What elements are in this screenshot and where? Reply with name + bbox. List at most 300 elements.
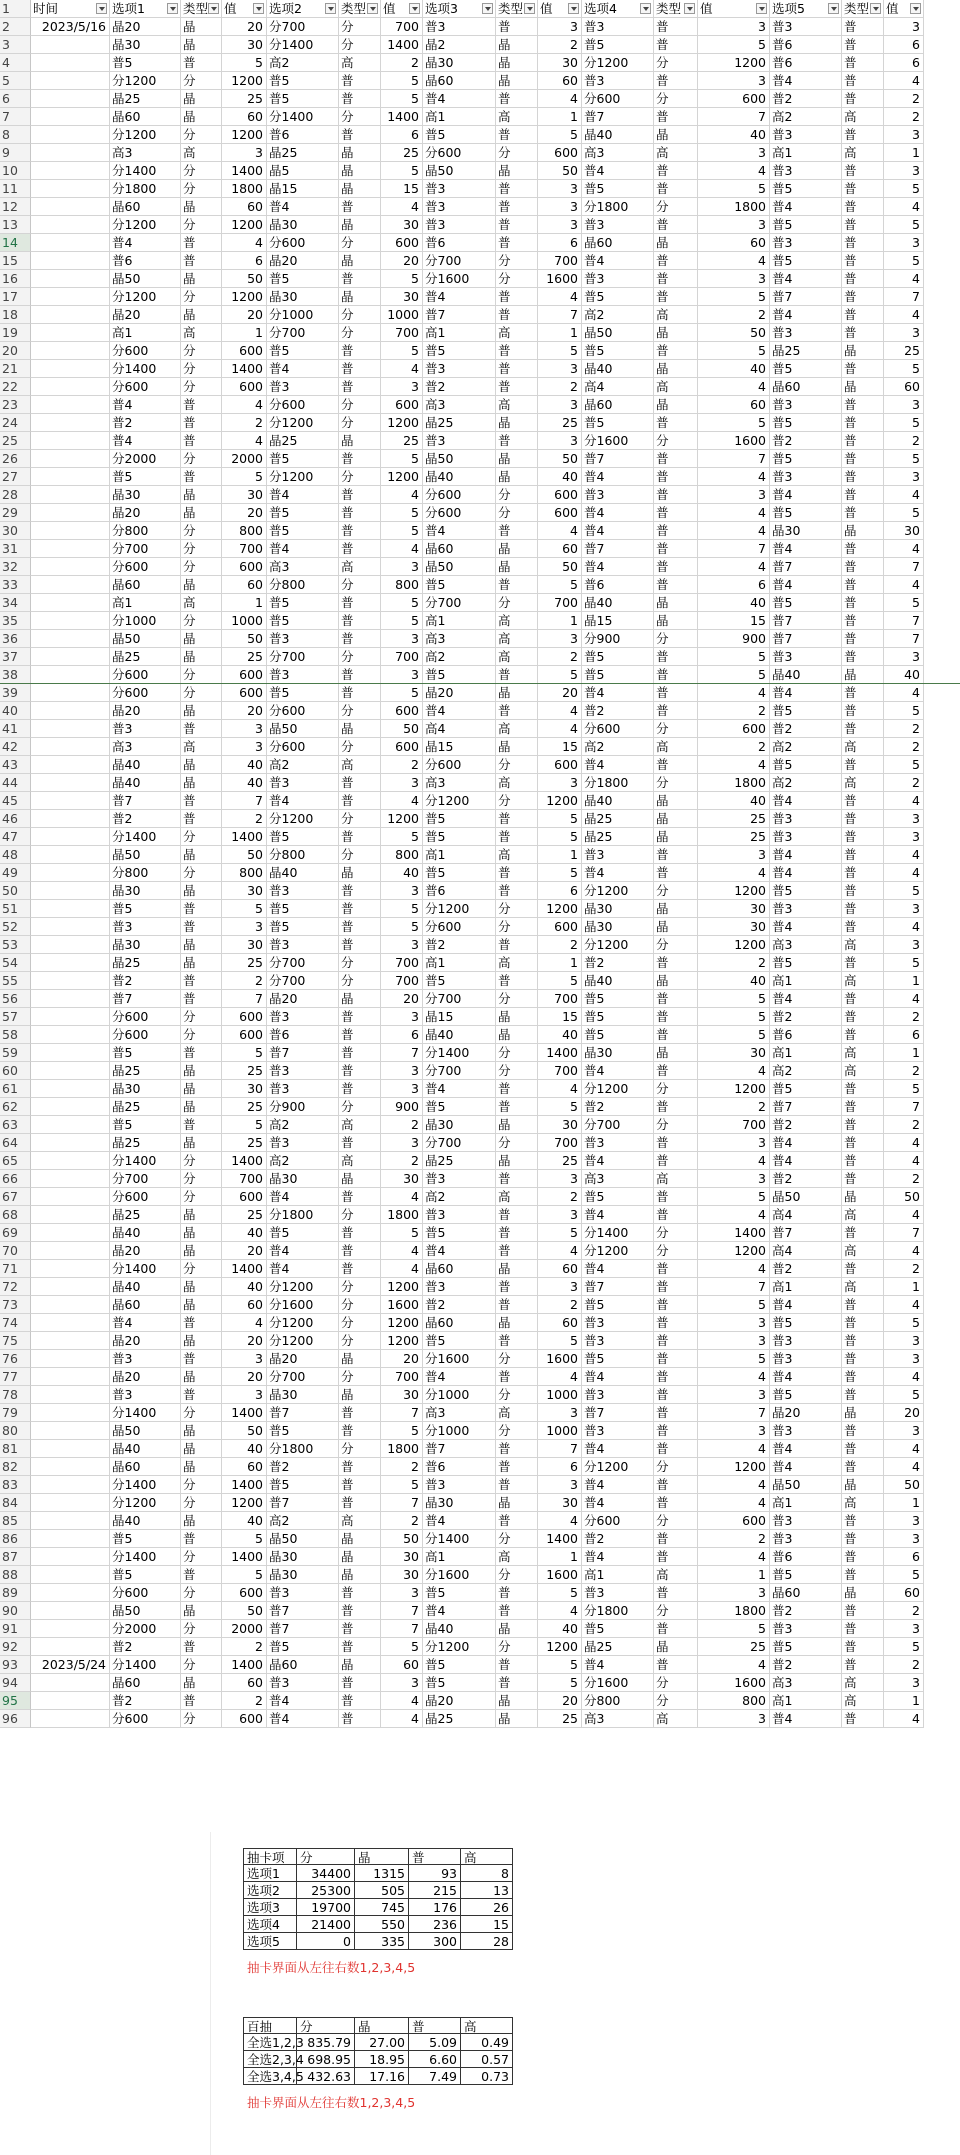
summary-value-cell[interactable]: 17.16	[355, 2068, 409, 2085]
option-cell[interactable]: 晶	[339, 1350, 381, 1368]
option-cell[interactable]: 普5	[770, 1080, 842, 1098]
option-cell[interactable]: 晶	[654, 612, 698, 630]
option-cell[interactable]: 晶	[339, 1548, 381, 1566]
option-cell[interactable]: 晶	[496, 1026, 538, 1044]
value-cell[interactable]: 50	[222, 630, 267, 648]
row-number[interactable]: 33	[0, 576, 31, 594]
filter-dropdown-icon[interactable]	[640, 3, 651, 14]
option-cell[interactable]: 分	[496, 252, 538, 270]
option-cell[interactable]: 分1400	[110, 1476, 181, 1494]
value-cell[interactable]: 2	[884, 738, 924, 756]
row-number[interactable]: 41	[0, 720, 31, 738]
option-cell[interactable]: 普	[496, 936, 538, 954]
option-cell[interactable]: 高	[654, 144, 698, 162]
option-cell[interactable]: 分	[181, 1494, 222, 1512]
value-cell[interactable]: 800	[381, 846, 423, 864]
date-cell[interactable]	[31, 360, 110, 378]
option-cell[interactable]: 晶25	[110, 1098, 181, 1116]
value-cell[interactable]: 3	[538, 432, 582, 450]
value-cell[interactable]: 1200	[538, 900, 582, 918]
value-cell[interactable]: 60	[222, 198, 267, 216]
option-cell[interactable]: 分1800	[267, 1440, 339, 1458]
option-cell[interactable]: 晶30	[110, 1080, 181, 1098]
option-cell[interactable]: 普7	[770, 612, 842, 630]
date-cell[interactable]	[31, 1674, 110, 1692]
option-cell[interactable]: 分	[654, 1692, 698, 1710]
option-cell[interactable]: 高	[339, 1152, 381, 1170]
column-header[interactable]: 值	[381, 0, 423, 18]
option-cell[interactable]: 晶	[496, 468, 538, 486]
value-cell[interactable]: 7	[381, 1602, 423, 1620]
option-cell[interactable]: 普3	[423, 1476, 496, 1494]
option-cell[interactable]: 普5	[582, 1620, 654, 1638]
value-cell[interactable]: 40	[222, 1512, 267, 1530]
value-cell[interactable]: 25	[538, 1152, 582, 1170]
option-cell[interactable]: 普	[496, 198, 538, 216]
row-number[interactable]: 11	[0, 180, 31, 198]
option-cell[interactable]: 晶2	[423, 36, 496, 54]
option-cell[interactable]: 普4	[770, 1368, 842, 1386]
value-cell[interactable]: 3	[698, 18, 770, 36]
value-cell[interactable]: 4	[884, 486, 924, 504]
option-cell[interactable]: 晶	[496, 36, 538, 54]
value-cell[interactable]: 20	[222, 1242, 267, 1260]
option-cell[interactable]: 高2	[267, 1512, 339, 1530]
date-cell[interactable]	[31, 792, 110, 810]
option-cell[interactable]: 分	[496, 270, 538, 288]
option-cell[interactable]: 分	[181, 378, 222, 396]
value-cell[interactable]: 40	[381, 864, 423, 882]
value-cell[interactable]: 1200	[698, 1458, 770, 1476]
option-cell[interactable]: 普	[339, 72, 381, 90]
row-number[interactable]: 59	[0, 1044, 31, 1062]
value-cell[interactable]: 900	[698, 630, 770, 648]
option-cell[interactable]: 分2000	[110, 1620, 181, 1638]
option-cell[interactable]: 普5	[110, 900, 181, 918]
date-cell[interactable]	[31, 1116, 110, 1134]
option-cell[interactable]: 晶	[339, 432, 381, 450]
option-cell[interactable]: 高	[842, 1692, 884, 1710]
option-cell[interactable]: 普	[654, 576, 698, 594]
value-cell[interactable]: 5	[222, 1044, 267, 1062]
option-cell[interactable]: 晶60	[582, 234, 654, 252]
option-cell[interactable]: 普	[654, 648, 698, 666]
option-cell[interactable]: 普2	[770, 1260, 842, 1278]
option-cell[interactable]: 晶	[842, 522, 884, 540]
option-cell[interactable]: 普4	[770, 72, 842, 90]
option-cell[interactable]: 普	[339, 1242, 381, 1260]
date-cell[interactable]	[31, 1368, 110, 1386]
date-cell[interactable]	[31, 810, 110, 828]
date-cell[interactable]	[31, 1314, 110, 1332]
option-cell[interactable]: 普	[842, 198, 884, 216]
value-cell[interactable]: 25	[222, 1098, 267, 1116]
option-cell[interactable]: 普4	[582, 1494, 654, 1512]
option-cell[interactable]: 晶	[496, 738, 538, 756]
option-cell[interactable]: 普3	[770, 324, 842, 342]
option-cell[interactable]: 分1400	[110, 360, 181, 378]
option-cell[interactable]: 高	[339, 1116, 381, 1134]
option-cell[interactable]: 普	[654, 1008, 698, 1026]
value-cell[interactable]: 600	[381, 234, 423, 252]
value-cell[interactable]: 5	[538, 1656, 582, 1674]
option-cell[interactable]: 晶40	[770, 666, 842, 684]
column-header[interactable]: 选项2	[267, 0, 339, 18]
value-cell[interactable]: 1800	[381, 1440, 423, 1458]
option-cell[interactable]: 普	[339, 612, 381, 630]
option-cell[interactable]: 晶30	[267, 1386, 339, 1404]
value-cell[interactable]: 700	[381, 972, 423, 990]
option-cell[interactable]: 普5	[423, 126, 496, 144]
option-cell[interactable]: 晶	[339, 1656, 381, 1674]
option-cell[interactable]: 高	[496, 630, 538, 648]
row-number[interactable]: 81	[0, 1440, 31, 1458]
value-cell[interactable]: 4	[698, 1440, 770, 1458]
value-cell[interactable]: 4	[884, 576, 924, 594]
option-cell[interactable]: 普	[654, 1152, 698, 1170]
value-cell[interactable]: 1	[538, 108, 582, 126]
option-cell[interactable]: 晶50	[423, 450, 496, 468]
row-number[interactable]: 24	[0, 414, 31, 432]
option-cell[interactable]: 分	[496, 1422, 538, 1440]
option-cell[interactable]: 普5	[582, 414, 654, 432]
value-cell[interactable]: 5	[698, 1188, 770, 1206]
row-number[interactable]: 77	[0, 1368, 31, 1386]
option-cell[interactable]: 普	[842, 360, 884, 378]
option-cell[interactable]: 晶	[496, 558, 538, 576]
option-cell[interactable]: 普	[842, 414, 884, 432]
option-cell[interactable]: 普	[181, 1116, 222, 1134]
value-cell[interactable]: 4	[698, 1260, 770, 1278]
option-cell[interactable]: 普6	[423, 234, 496, 252]
option-cell[interactable]: 普5	[267, 522, 339, 540]
date-cell[interactable]	[31, 900, 110, 918]
option-cell[interactable]: 晶20	[110, 18, 181, 36]
option-cell[interactable]: 高	[496, 612, 538, 630]
option-cell[interactable]: 高	[496, 396, 538, 414]
option-cell[interactable]: 普	[842, 54, 884, 72]
value-cell[interactable]: 60	[222, 1296, 267, 1314]
option-cell[interactable]: 分1200	[423, 900, 496, 918]
option-cell[interactable]: 晶30	[110, 882, 181, 900]
date-cell[interactable]	[31, 612, 110, 630]
option-cell[interactable]: 分	[181, 342, 222, 360]
option-cell[interactable]: 普4	[770, 486, 842, 504]
option-cell[interactable]: 分	[181, 1260, 222, 1278]
value-cell[interactable]: 3	[884, 1620, 924, 1638]
option-cell[interactable]: 普3	[110, 1386, 181, 1404]
value-cell[interactable]: 50	[884, 1188, 924, 1206]
row-number[interactable]: 89	[0, 1584, 31, 1602]
option-cell[interactable]: 晶15	[423, 738, 496, 756]
date-cell[interactable]	[31, 252, 110, 270]
option-cell[interactable]: 普4	[582, 1440, 654, 1458]
value-cell[interactable]: 3	[884, 324, 924, 342]
option-cell[interactable]: 分	[339, 18, 381, 36]
option-cell[interactable]: 普5	[770, 450, 842, 468]
option-cell[interactable]: 普	[654, 1278, 698, 1296]
value-cell[interactable]: 7	[381, 1494, 423, 1512]
option-cell[interactable]: 晶30	[582, 1044, 654, 1062]
row-number[interactable]: 4	[0, 54, 31, 72]
option-cell[interactable]: 普4	[770, 540, 842, 558]
option-cell[interactable]: 普5	[770, 1386, 842, 1404]
option-cell[interactable]: 普3	[110, 720, 181, 738]
value-cell[interactable]: 1200	[698, 882, 770, 900]
value-cell[interactable]: 5	[698, 1296, 770, 1314]
option-cell[interactable]: 高	[842, 108, 884, 126]
option-cell[interactable]: 普	[654, 1098, 698, 1116]
value-cell[interactable]: 4	[698, 1368, 770, 1386]
date-cell[interactable]	[31, 432, 110, 450]
option-cell[interactable]: 分600	[110, 558, 181, 576]
option-cell[interactable]: 晶40	[267, 864, 339, 882]
option-cell[interactable]: 普	[339, 1692, 381, 1710]
value-cell[interactable]: 3	[538, 1170, 582, 1188]
option-cell[interactable]: 高3	[110, 738, 181, 756]
value-cell[interactable]: 1600	[698, 432, 770, 450]
option-cell[interactable]: 普	[496, 828, 538, 846]
option-cell[interactable]: 分	[339, 1296, 381, 1314]
option-cell[interactable]: 普4	[770, 306, 842, 324]
option-cell[interactable]: 普2	[582, 702, 654, 720]
option-cell[interactable]: 普6	[770, 1026, 842, 1044]
value-cell[interactable]: 6	[538, 882, 582, 900]
summary-value-cell[interactable]: 698.95	[297, 2051, 355, 2068]
option-cell[interactable]: 高	[842, 1494, 884, 1512]
row-number[interactable]: 72	[0, 1278, 31, 1296]
option-cell[interactable]: 分	[339, 468, 381, 486]
option-cell[interactable]: 普4	[582, 1656, 654, 1674]
option-cell[interactable]: 普4	[770, 1134, 842, 1152]
value-cell[interactable]: 1	[538, 846, 582, 864]
option-cell[interactable]: 晶40	[582, 972, 654, 990]
option-cell[interactable]: 分600	[110, 378, 181, 396]
value-cell[interactable]: 3	[381, 936, 423, 954]
value-cell[interactable]: 1400	[222, 1404, 267, 1422]
value-cell[interactable]: 600	[698, 720, 770, 738]
value-cell[interactable]: 4	[698, 1206, 770, 1224]
value-cell[interactable]: 3	[884, 1350, 924, 1368]
option-cell[interactable]: 高	[496, 648, 538, 666]
value-cell[interactable]: 2	[698, 306, 770, 324]
option-cell[interactable]: 普	[842, 1116, 884, 1134]
option-cell[interactable]: 晶	[654, 594, 698, 612]
date-cell[interactable]	[31, 378, 110, 396]
value-cell[interactable]: 5	[381, 828, 423, 846]
option-cell[interactable]: 普3	[770, 648, 842, 666]
value-cell[interactable]: 600	[538, 504, 582, 522]
option-cell[interactable]: 普	[496, 1656, 538, 1674]
option-cell[interactable]: 普7	[267, 1044, 339, 1062]
row-number[interactable]: 27	[0, 468, 31, 486]
option-cell[interactable]: 分700	[267, 1368, 339, 1386]
option-cell[interactable]: 分800	[110, 864, 181, 882]
value-cell[interactable]: 1200	[538, 792, 582, 810]
option-cell[interactable]: 高3	[582, 1710, 654, 1728]
option-cell[interactable]: 普4	[267, 198, 339, 216]
option-cell[interactable]: 高	[496, 954, 538, 972]
option-cell[interactable]: 普3	[267, 1080, 339, 1098]
option-cell[interactable]: 分600	[267, 234, 339, 252]
value-cell[interactable]: 2	[381, 1512, 423, 1530]
summary-value-cell[interactable]: 7.49	[409, 2068, 461, 2085]
option-cell[interactable]: 晶25	[770, 342, 842, 360]
option-cell[interactable]: 晶	[339, 1170, 381, 1188]
value-cell[interactable]: 25	[222, 90, 267, 108]
option-cell[interactable]: 分1600	[582, 1674, 654, 1692]
value-cell[interactable]: 600	[222, 558, 267, 576]
option-cell[interactable]: 普	[496, 576, 538, 594]
value-cell[interactable]: 600	[222, 1584, 267, 1602]
option-cell[interactable]: 普	[842, 702, 884, 720]
option-cell[interactable]: 分1200	[110, 72, 181, 90]
value-cell[interactable]: 700	[222, 1170, 267, 1188]
option-cell[interactable]: 普5	[582, 1188, 654, 1206]
option-cell[interactable]: 普	[842, 1224, 884, 1242]
date-cell[interactable]	[31, 774, 110, 792]
option-cell[interactable]: 分1200	[267, 1314, 339, 1332]
option-cell[interactable]: 普	[842, 1512, 884, 1530]
value-cell[interactable]: 2	[698, 1098, 770, 1116]
date-cell[interactable]	[31, 864, 110, 882]
option-cell[interactable]: 普5	[582, 342, 654, 360]
option-cell[interactable]: 分1200	[582, 882, 654, 900]
value-cell[interactable]: 2	[884, 1656, 924, 1674]
value-cell[interactable]: 30	[381, 1566, 423, 1584]
row-number[interactable]: 61	[0, 1080, 31, 1098]
value-cell[interactable]: 30	[698, 918, 770, 936]
option-cell[interactable]: 普3	[267, 1008, 339, 1026]
value-cell[interactable]: 5	[884, 360, 924, 378]
value-cell[interactable]: 1200	[538, 1638, 582, 1656]
option-cell[interactable]: 高	[654, 738, 698, 756]
option-cell[interactable]: 普5	[267, 342, 339, 360]
value-cell[interactable]: 5	[222, 1530, 267, 1548]
option-cell[interactable]: 晶	[654, 972, 698, 990]
option-cell[interactable]: 普	[842, 288, 884, 306]
value-cell[interactable]: 1800	[698, 1602, 770, 1620]
option-cell[interactable]: 普	[842, 216, 884, 234]
option-cell[interactable]: 普	[842, 612, 884, 630]
option-cell[interactable]: 高2	[267, 54, 339, 72]
value-cell[interactable]: 5	[538, 1584, 582, 1602]
option-cell[interactable]: 分1800	[582, 198, 654, 216]
date-cell[interactable]	[31, 1026, 110, 1044]
option-cell[interactable]: 普	[842, 1152, 884, 1170]
value-cell[interactable]: 5	[538, 972, 582, 990]
value-cell[interactable]: 1200	[381, 1332, 423, 1350]
value-cell[interactable]: 40	[538, 1026, 582, 1044]
date-cell[interactable]	[31, 954, 110, 972]
date-cell[interactable]	[31, 1296, 110, 1314]
date-cell[interactable]	[31, 594, 110, 612]
option-cell[interactable]: 分1200	[582, 1080, 654, 1098]
option-cell[interactable]: 晶40	[582, 792, 654, 810]
option-cell[interactable]: 晶60	[770, 378, 842, 396]
option-cell[interactable]: 分700	[267, 954, 339, 972]
option-cell[interactable]: 晶	[339, 288, 381, 306]
option-cell[interactable]: 高2	[770, 738, 842, 756]
value-cell[interactable]: 6	[381, 1026, 423, 1044]
option-cell[interactable]: 高2	[770, 774, 842, 792]
value-cell[interactable]: 600	[698, 1512, 770, 1530]
value-cell[interactable]: 30	[381, 1170, 423, 1188]
option-cell[interactable]: 晶	[654, 1044, 698, 1062]
date-cell[interactable]	[31, 504, 110, 522]
option-cell[interactable]: 普	[842, 810, 884, 828]
option-cell[interactable]: 分	[496, 1134, 538, 1152]
option-cell[interactable]: 普	[496, 1224, 538, 1242]
option-cell[interactable]: 分	[339, 324, 381, 342]
option-cell[interactable]: 分	[654, 882, 698, 900]
value-cell[interactable]: 5	[538, 1674, 582, 1692]
value-cell[interactable]: 4	[698, 1062, 770, 1080]
option-cell[interactable]: 分700	[423, 252, 496, 270]
option-cell[interactable]: 普	[496, 972, 538, 990]
option-cell[interactable]: 普3	[770, 1530, 842, 1548]
option-cell[interactable]: 普7	[110, 792, 181, 810]
option-cell[interactable]: 普3	[582, 1584, 654, 1602]
date-cell[interactable]	[31, 1134, 110, 1152]
option-cell[interactable]: 晶	[496, 450, 538, 468]
option-cell[interactable]: 分600	[267, 396, 339, 414]
option-cell[interactable]: 晶20	[110, 1368, 181, 1386]
row-number[interactable]: 35	[0, 612, 31, 630]
option-cell[interactable]: 晶25	[110, 1062, 181, 1080]
option-cell[interactable]: 普	[654, 1314, 698, 1332]
option-cell[interactable]: 普4	[582, 1476, 654, 1494]
option-cell[interactable]: 高3	[423, 1404, 496, 1422]
value-cell[interactable]: 4	[381, 1710, 423, 1728]
option-cell[interactable]: 高1	[582, 1566, 654, 1584]
option-cell[interactable]: 晶50	[770, 1188, 842, 1206]
value-cell[interactable]: 25	[222, 1206, 267, 1224]
option-cell[interactable]: 普	[842, 756, 884, 774]
value-cell[interactable]: 5	[884, 1386, 924, 1404]
option-cell[interactable]: 普	[181, 1350, 222, 1368]
option-cell[interactable]: 普	[842, 1296, 884, 1314]
option-cell[interactable]: 普	[339, 1494, 381, 1512]
option-cell[interactable]: 普	[654, 756, 698, 774]
value-cell[interactable]: 4	[381, 198, 423, 216]
option-cell[interactable]: 普	[654, 684, 698, 702]
option-cell[interactable]: 普5	[770, 882, 842, 900]
value-cell[interactable]: 1200	[222, 1494, 267, 1512]
value-cell[interactable]: 5	[884, 594, 924, 612]
date-cell[interactable]	[31, 1170, 110, 1188]
value-cell[interactable]: 1	[222, 324, 267, 342]
option-cell[interactable]: 普	[339, 1710, 381, 1728]
option-cell[interactable]: 高	[496, 1188, 538, 1206]
option-cell[interactable]: 分600	[582, 720, 654, 738]
date-cell[interactable]	[31, 162, 110, 180]
option-cell[interactable]: 分	[181, 1476, 222, 1494]
option-cell[interactable]: 普	[181, 1044, 222, 1062]
value-cell[interactable]: 3	[884, 234, 924, 252]
option-cell[interactable]: 晶40	[582, 360, 654, 378]
option-cell[interactable]: 分	[181, 1620, 222, 1638]
value-cell[interactable]: 25	[884, 342, 924, 360]
option-cell[interactable]: 普4	[582, 1062, 654, 1080]
option-cell[interactable]: 普	[496, 1440, 538, 1458]
option-cell[interactable]: 普	[339, 378, 381, 396]
option-cell[interactable]: 高1	[770, 1494, 842, 1512]
value-cell[interactable]: 700	[538, 1062, 582, 1080]
option-cell[interactable]: 普5	[770, 702, 842, 720]
value-cell[interactable]: 5	[698, 1008, 770, 1026]
option-cell[interactable]: 分	[654, 1674, 698, 1692]
